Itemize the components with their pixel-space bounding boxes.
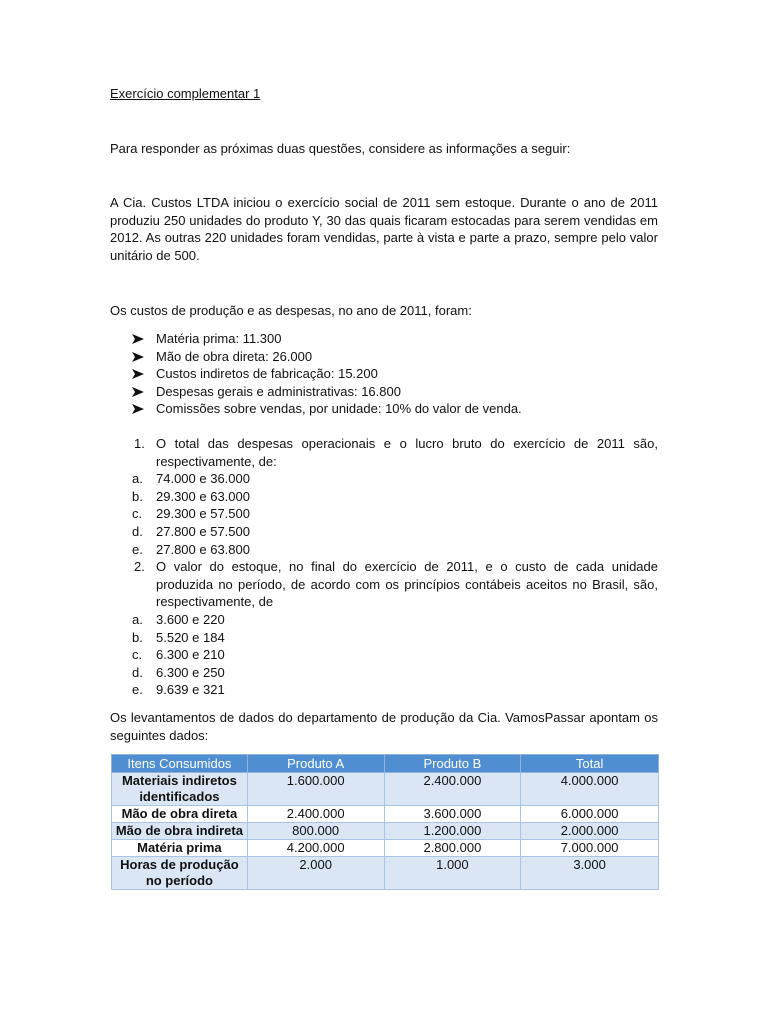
option-item — [110, 541, 658, 559]
table-cell: 800.000 — [247, 823, 384, 840]
arrow-bullet-icon — [132, 387, 144, 397]
option-item — [110, 664, 658, 682]
survey-paragraph: Os levantamentos de dados do departamento de produção da Cia. VamosPassar apontam os seguintes dados: — [110, 710, 658, 743]
option-letter: a. — [132, 611, 143, 627]
table-cell: 4.200.000 — [247, 840, 384, 857]
bullet-text: Comissões sobre vendas, por unidade: 10% do valor de venda. — [156, 401, 522, 417]
option-item — [110, 681, 658, 699]
table-cell: 1.600.000 — [247, 773, 384, 806]
table-cell: 3.600.000 — [384, 806, 521, 823]
bullet-item — [130, 383, 522, 401]
option-text: 27.800 e 57.500 — [156, 523, 250, 539]
table-row — [112, 857, 659, 890]
option-letter: e. — [132, 541, 143, 557]
option-item — [110, 488, 658, 506]
option-text: 29.300 e 63.000 — [156, 488, 250, 504]
table-cell: 3.000 — [521, 857, 659, 890]
option-text: 6.300 e 210 — [156, 647, 225, 663]
table-header-cell: Produto B — [384, 755, 521, 773]
option-text: 5.520 e 184 — [156, 629, 225, 645]
option-item — [110, 505, 658, 523]
bullet-text: Custos indiretos de fabricação: 15.200 — [156, 366, 378, 382]
option-text: 9.639 e 321 — [156, 682, 225, 698]
question-text: O total das despesas operacionais e o lucro bruto do exercício de 2011 são, respectivamente, de: — [156, 436, 658, 469]
table-cell: 2.400.000 — [384, 773, 521, 806]
arrow-bullet-icon — [132, 369, 144, 379]
arrow-bullet-icon — [132, 352, 144, 362]
table-row-label: Mão de obra direta — [112, 806, 248, 823]
questions-list — [110, 435, 658, 699]
option-item — [110, 629, 658, 647]
option-letter: c. — [132, 506, 143, 522]
table-cell: 2.000.000 — [521, 823, 659, 840]
bullet-item — [130, 400, 522, 418]
option-text: 29.300 e 57.500 — [156, 506, 250, 522]
table-header-cell: Produto A — [247, 755, 384, 773]
intro-text: Para responder as próximas duas questões, considere as informações a seguir: — [110, 141, 571, 156]
table-row-label: Horas de produção no período — [112, 857, 248, 890]
table-header-row — [112, 755, 659, 773]
bullet-item — [130, 365, 522, 383]
option-letter: d. — [132, 664, 143, 680]
question-2 — [110, 558, 658, 611]
option-letter: b. — [132, 488, 143, 504]
document-title: Exercício complementar 1 — [110, 86, 261, 101]
bullet-text: Despesas gerais e administrativas: 16.800 — [156, 383, 401, 399]
arrow-bullet-icon — [132, 334, 144, 344]
table-cell: 4.000.000 — [521, 773, 659, 806]
option-letter: b. — [132, 629, 143, 645]
table-cell: 2.800.000 — [384, 840, 521, 857]
table-cell: 1.000 — [384, 857, 521, 890]
question-1-options — [110, 470, 658, 558]
table-row — [112, 823, 659, 840]
bullet-item — [130, 348, 522, 366]
table-cell: 2.000 — [247, 857, 384, 890]
table-cell: 2.400.000 — [247, 806, 384, 823]
option-text: 3.600 e 220 — [156, 611, 225, 627]
question-number: 2. — [134, 559, 145, 575]
cost-bullet-list — [130, 330, 522, 418]
option-text: 6.300 e 250 — [156, 664, 225, 680]
bullet-text: Matéria prima: 11.300 — [156, 331, 282, 346]
table-cell: 6.000.000 — [521, 806, 659, 823]
question-number: 1. — [134, 436, 145, 451]
option-letter: a. — [132, 471, 143, 487]
scenario-paragraph: A Cia. Custos LTDA iniciou o exercício social de 2011 sem estoque. Durante o ano de 2011 produziu 250 unidades do produto Y, 30 das quais ficaram estocadas para serem vendidas em 2012. As outras 220 unidades foram vendidas, parte à vista e parte a prazo, sempre pelo valor unitário de 500. — [110, 195, 658, 263]
bullet-text: Mão de obra direta: 26.000 — [156, 348, 313, 364]
option-item — [110, 523, 658, 541]
question-1 — [110, 435, 658, 470]
arrow-bullet-icon — [132, 404, 144, 414]
table-cell: 1.200.000 — [384, 823, 521, 840]
table-cell: 7.000.000 — [521, 840, 659, 857]
table-row-label: Matéria prima — [112, 840, 248, 857]
table-row — [112, 840, 659, 857]
costs-intro-text: Os custos de produção e as despesas, no ano de 2011, foram: — [110, 303, 472, 318]
table-header-cell: Total — [521, 755, 659, 773]
option-letter: d. — [132, 523, 143, 539]
option-item — [110, 470, 658, 488]
table-row — [112, 806, 659, 823]
table-header-cell: Itens Consumidos — [112, 755, 248, 773]
table-row-label: Mão de obra indireta — [112, 823, 248, 840]
option-text: 74.000 e 36.000 — [156, 471, 250, 487]
option-text: 27.800 e 63.800 — [156, 541, 250, 557]
question-text: O valor do estoque, no final do exercício de 2011, e o custo de cada unidade produzida no período, de acordo com os princípios contábeis aceitos no Brasil, são, respectivamente, de — [156, 559, 658, 610]
bullet-item — [130, 330, 522, 348]
option-letter: e. — [132, 682, 143, 698]
option-item — [110, 646, 658, 664]
table-row-label: Materiais indiretos identificados — [112, 773, 248, 806]
option-letter: c. — [132, 647, 143, 663]
table-row — [112, 773, 659, 806]
production-data-table — [111, 754, 659, 890]
question-2-options — [110, 611, 658, 699]
option-item — [110, 611, 658, 629]
